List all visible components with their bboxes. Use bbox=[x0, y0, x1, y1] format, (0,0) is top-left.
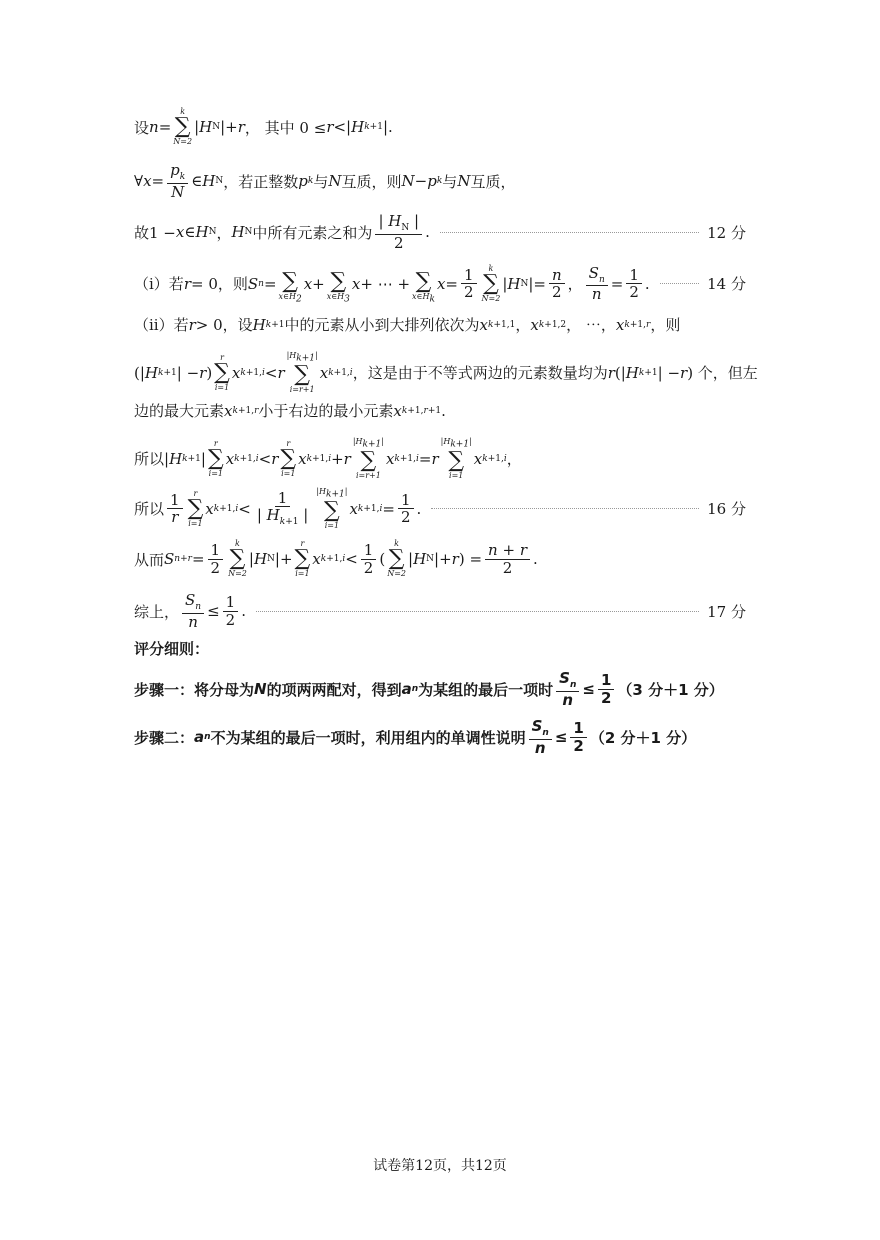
score-label: 16 分 bbox=[707, 500, 746, 519]
dotted-leader bbox=[431, 508, 699, 509]
solution-line-6: (| H k+1 | − r ) r ∑ i=1 x k+1,i < r $|H_{k+1}|$ ∑ i=r+1 x k+1,i ，这是由于不等式两边的元素数量均为 r (| H k+1 | − r ) 个，但左 bbox=[134, 351, 758, 394]
dotted-leader bbox=[256, 611, 699, 612]
solution-line-1: 设 n = k ∑ N=2 | H N |+ r ， 其中 0 ≤ r <| H k+1 |. bbox=[134, 107, 393, 146]
score-label: 14 分 bbox=[707, 275, 746, 294]
dotted-leader bbox=[660, 283, 699, 284]
grading-rules-heading: 评分细则： bbox=[134, 640, 210, 658]
solution-line-4: （i）若 r = 0，则 S n = ∑ $x\in H_2$ x + ∑ $x\in H_3$ x + ⋯ + ∑ $x\in H_k$ x = $\frac{1}{2}$ k ∑ N=2 | H N |= $\frac{n}{2}$ ， $\frac{S_n}{n}$ = $\frac{1}{2}$ . 14 分 bbox=[134, 263, 746, 305]
page-footer: 试卷第12页，共12页 bbox=[373, 1158, 507, 1174]
solution-line-7: 边的最大元素 x k+1,r 小于右边的最小元素 x k+1,r+1 . bbox=[134, 401, 446, 420]
solution-line-10: 从而 S n+r = $\frac{1}{2}$ k ∑ N=2 | H N |+ r ∑ i=1 x k+1,i < $\frac{1}{2}$ ( k ∑ N=2 | H N |+ r ) = $\frac{n + r}{2}$ . bbox=[134, 539, 538, 578]
score-label: 17 分 bbox=[707, 602, 746, 621]
solution-line-9: 所以 $\frac{1}{r}$ r ∑ i=1 x k+1,i < $\frac{1}{| H_{k+1} |}$ $|H_{k+1}|$ ∑ i=1 x k+1,i = $\frac{1}{2}$ . 16 分 bbox=[134, 487, 746, 530]
score-label: 12 分 bbox=[707, 223, 746, 242]
solution-line-2: ∀ x = $\frac{p_k}{N}$ ∈ H N ，若正整数 p k 与 N 互质，则 N − p k 与 N 互质， bbox=[134, 161, 516, 201]
grading-step-2: 步骤二： a n 不为某组的最后一项时，利用组内的单调性说明 $\frac{S_n}{n}$ ≤ $\frac{1}{2}$ （2 分＋1 分） bbox=[134, 717, 697, 757]
grading-step-1: 步骤一：将分母为 N 的项两两配对，得到 a n 为某组的最后一项时 $\frac{S_n}{n}$ ≤ $\frac{1}{2}$ （3 分＋1 分） bbox=[134, 669, 724, 709]
solution-line-5: （ii）若 r > 0，设 H k+1 中的元素从小到大排列依次为 x k+1,1 ， x k+1,2 ， ⋯， x k+1,r ，则 bbox=[134, 315, 681, 334]
solution-line-11: 综上， $\frac{S_n}{n}$ ≤ $\frac{1}{2}$ . 17 分 bbox=[134, 591, 746, 631]
solution-line-8: 所以| H k+1 | r ∑ i=1 x k+1,i < r r ∑ i=1 x k+1,i + r $|H_{k+1}|$ ∑ i=r+1 x k+1,i = r $|H_{k+1}|$ ∑ i=1 x k+1,i ， bbox=[134, 437, 522, 480]
solution-line-3: 故1 − x ∈ H N ， H N 中所有元素之和为 $\frac{| H_N |}{2}$ . 12 分 bbox=[134, 212, 746, 252]
dotted-leader bbox=[440, 232, 699, 233]
